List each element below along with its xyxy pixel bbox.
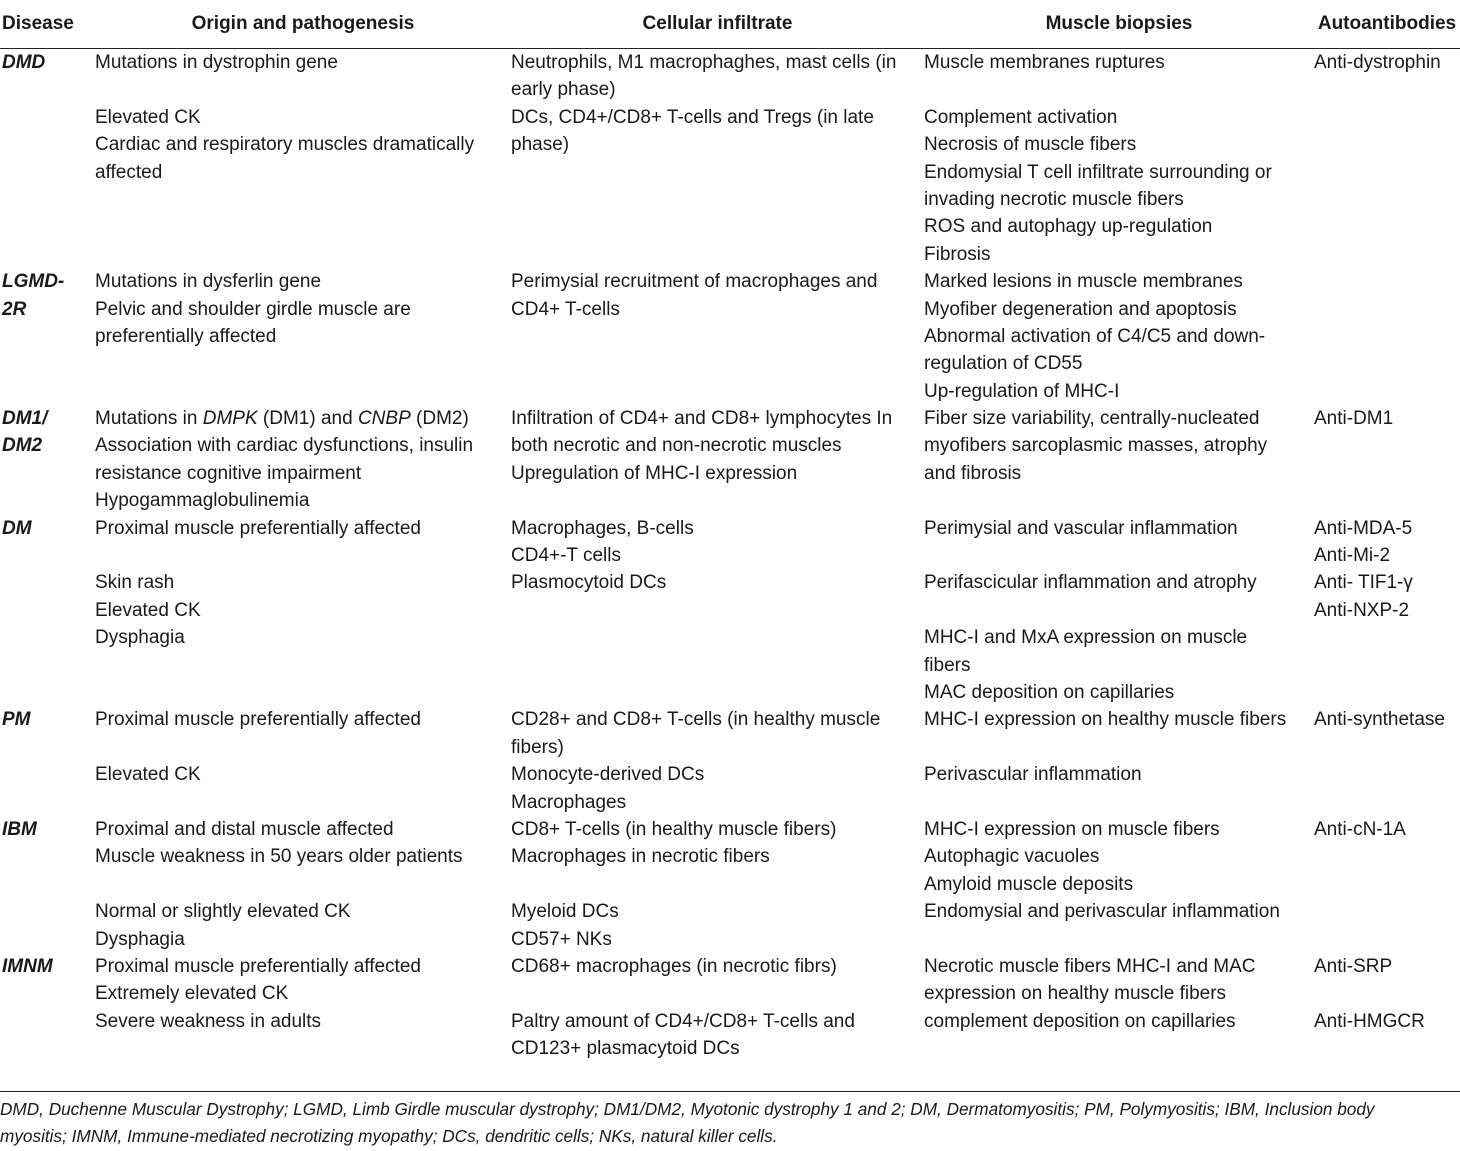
cell-line: Pelvic and shoulder girdle muscle are: [95, 298, 411, 320]
cell-line: Mutations in dysferlin gene: [95, 271, 322, 293]
cell-line: IMNM: [2, 955, 53, 977]
cell-line: Anti- TIF1-γ: [1314, 572, 1413, 594]
cell-line: DM2: [2, 435, 43, 457]
infiltrate-cell: [511, 49, 924, 269]
cell-line: Macrophages, B-cells: [511, 517, 694, 539]
cell-line: PM: [2, 709, 31, 731]
cell-line: Anti-MDA-5: [1314, 517, 1413, 539]
origin-cell: [95, 49, 511, 269]
cell-line: ROS and autophagy up-regulation: [924, 216, 1213, 238]
cell-line: preferentially affected: [95, 325, 277, 347]
biopsy-cell: [924, 49, 1314, 269]
cell-line: DM1/: [2, 408, 48, 430]
cell-line: DCs, CD4+/CD8+ T-cells and Tregs (in late: [511, 106, 874, 128]
biopsy-cell: [924, 268, 1314, 405]
table-header-row: [0, 0, 1460, 49]
cell-line: phase): [511, 134, 570, 156]
cell-line: myofibers sarcoplasmic masses, atrophy: [924, 435, 1268, 457]
cell-line: Hypogammaglobulinemia: [95, 490, 310, 512]
blank-line: [511, 980, 924, 1007]
cell-line: Neutrophils, M1 macrophaghes, mast cells (in: [511, 52, 897, 73]
autoantibody-cell: [1314, 953, 1460, 1063]
cell-line: Macrophages: [511, 791, 627, 813]
origin-cell: [95, 268, 511, 405]
cell-line: Cardiac and respiratory muscles dramatically: [95, 134, 475, 156]
cell-line: Elevated CK: [95, 599, 201, 621]
cell-line: Muscle weakness in 50 years older patients: [95, 846, 463, 868]
table-row: [0, 268, 1460, 405]
cell-line: affected: [95, 161, 163, 183]
cell-line: Anti-cN-1A: [1314, 818, 1406, 840]
cell-line: Myofiber degeneration and apoptosis: [924, 298, 1237, 320]
cell-line: Endomysial T cell infiltrate surrounding or: [924, 161, 1272, 183]
cell-line: Extremely elevated CK: [95, 983, 289, 1005]
cell-line: and fibrosis: [924, 462, 1022, 484]
header-origin: Origin and pathogenesis: [95, 0, 511, 49]
cell-line: Upregulation of MHC-I expression: [511, 462, 798, 484]
blank-line: [1314, 980, 1460, 1007]
table-row: [0, 816, 1460, 953]
gene-name: DMPK: [202, 408, 258, 430]
cell-line: 2R: [2, 298, 27, 320]
table-row: [0, 515, 1460, 707]
cell-line: MHC-I and MxA expression on muscle: [924, 627, 1248, 649]
cell-line: Anti-SRP: [1314, 955, 1393, 977]
autoantibody-cell: [1314, 706, 1460, 816]
footnote-line: DMD, Duchenne Muscular Dystrophy; LGMD, Limb Girdle muscular dystrophy; DM1/DM2, Myotonic dystrophy 1 and 2; DM, Dermatomyositis; PM, Polymyositis; IBM, Inclusion body: [0, 1099, 1375, 1119]
cell-line: Muscle membranes ruptures: [924, 52, 1165, 73]
autoantibody-cell: [1314, 515, 1460, 707]
cell-line: Infiltration of CD4+ and CD8+ lymphocytes In: [511, 408, 893, 430]
biopsy-cell: [924, 816, 1314, 953]
header-disease: Disease: [0, 0, 95, 49]
autoantibody-cell: [1314, 49, 1460, 269]
cell-line: Proximal muscle preferentially affected: [95, 517, 421, 539]
cell-line: Necrosis of muscle fibers: [924, 134, 1137, 156]
infiltrate-cell: [511, 405, 924, 515]
footnote-line: myositis; IMNM, Immune-mediated necrotizing myopathy; DCs, dendritic cells; NKs, natural killer cells.: [0, 1126, 778, 1147]
disease-cell: [0, 953, 95, 1063]
cell-line: Anti-Mi-2: [1314, 545, 1391, 567]
disease-cell: [0, 816, 95, 953]
table-row: [0, 49, 1460, 269]
origin-cell: [95, 515, 511, 707]
cell-line: Perivascular inflammation: [924, 764, 1142, 786]
blank-line: [924, 76, 1314, 103]
cell-line: LGMD-: [2, 271, 65, 293]
cell-line: Necrotic muscle fibers MHC-I and MAC: [924, 955, 1256, 977]
biopsy-cell: [924, 515, 1314, 707]
cell-line: Proximal muscle preferentially affected: [95, 955, 421, 977]
blank-line: [511, 871, 924, 898]
cell-line: MAC deposition on capillaries: [924, 681, 1175, 703]
cell-line: CD68+ macrophages (in necrotic fibrs): [511, 955, 837, 977]
cell-line: Anti-dystrophin: [1314, 52, 1441, 73]
infiltrate-cell: [511, 515, 924, 707]
cell-line: Dysphagia: [95, 627, 185, 649]
cell-line: Perimysial recruitment of macrophages and: [511, 271, 878, 293]
cell-line: regulation of CD55: [924, 353, 1083, 375]
cell-line: Severe weakness in adults: [95, 1010, 322, 1032]
blank-line: [95, 76, 511, 103]
cell-line: Elevated CK: [95, 764, 201, 786]
text-fragment: Mutations in: [95, 408, 203, 430]
cell-line: early phase): [511, 79, 616, 101]
cell-line: Elevated CK: [95, 106, 201, 128]
autoantibody-cell: [1314, 268, 1460, 405]
header-biopsies: Muscle biopsies: [924, 0, 1314, 49]
cell-line: MHC-I expression on muscle fibers: [924, 818, 1220, 840]
cell-line: Anti-NXP-2: [1314, 599, 1410, 621]
cell-line: both necrotic and non-necrotic muscles: [511, 435, 842, 457]
cell-line: Endomysial and perivascular inflammation: [924, 901, 1280, 923]
header-autoantibodies: Autoantibodies: [1314, 0, 1460, 49]
disease-cell: [0, 49, 95, 269]
cell-line: CD57+ NKs: [511, 928, 612, 950]
blank-line: [924, 542, 1314, 569]
cell-line: Proximal and distal muscle affected: [95, 818, 394, 840]
table-footnote: [0, 1091, 1460, 1151]
cell-line: Perifascicular inflammation and atrophy: [924, 572, 1257, 594]
cell-line: Myeloid DCs: [511, 901, 619, 923]
biopsy-cell: [924, 953, 1314, 1063]
cell-line: Macrophages in necrotic fibers: [511, 846, 770, 868]
cell-line: Perimysial and vascular inflammation: [924, 517, 1238, 539]
table-body: [0, 49, 1460, 1063]
cell-line: Abnormal activation of C4/C5 and down-: [924, 325, 1266, 347]
cell-line: Normal or slightly elevated CK: [95, 901, 351, 923]
cell-line: Association with cardiac dysfunctions, insulin: [95, 435, 474, 457]
cell-line: Proximal muscle preferentially affected: [95, 709, 421, 731]
cell-line: complement deposition on capillaries: [924, 1010, 1236, 1032]
cell-line: expression on healthy muscle fibers: [924, 983, 1227, 1005]
cell-line: MHC-I expression on healthy muscle fibers: [924, 709, 1287, 731]
cell-line: CD8+ T-cells (in healthy muscle fibers): [511, 818, 837, 840]
cell-line: Anti-HMGCR: [1314, 1010, 1425, 1032]
text-fragment: (DM1) and: [257, 408, 358, 430]
biopsy-cell: [924, 706, 1314, 816]
cell-line: fibers: [924, 654, 971, 676]
cell-line: Up-regulation of MHC-I: [924, 380, 1120, 402]
cell-line: resistance cognitive impairment: [95, 462, 362, 484]
cell-line: IBM: [2, 818, 37, 840]
blank-line: [95, 734, 511, 761]
cell-line: Fibrosis: [924, 243, 991, 265]
table-row: [0, 706, 1460, 816]
cell-line: CD4+ T-cells: [511, 298, 620, 320]
origin-cell: [95, 953, 511, 1063]
table-row: [0, 405, 1460, 515]
table-row: [0, 953, 1460, 1063]
cell-line: Amyloid muscle deposits: [924, 873, 1134, 895]
origin-cell: [95, 405, 511, 515]
infiltrate-cell: [511, 706, 924, 816]
cell-line: CD4+-T cells: [511, 545, 621, 567]
blank-line: [95, 542, 511, 569]
header-infiltrate: Cellular infiltrate: [511, 0, 924, 49]
cell-line: DM: [2, 517, 32, 539]
cell-line: [95, 405, 511, 432]
cell-line: CD28+ and CD8+ T-cells (in healthy muscle: [511, 709, 881, 731]
cell-line: Skin rash: [95, 572, 175, 594]
biopsy-cell: [924, 405, 1314, 515]
cell-line: Marked lesions in muscle membranes: [924, 271, 1243, 293]
cell-line: Fiber size variability, centrally-nucleated: [924, 408, 1260, 430]
disease-cell: [0, 405, 95, 515]
cell-line: Dysphagia: [95, 928, 185, 950]
cell-line: Paltry amount of CD4+/CD8+ T-cells and: [511, 1010, 855, 1032]
infiltrate-cell: [511, 268, 924, 405]
cell-line: Anti-DM1: [1314, 408, 1394, 430]
origin-cell: [95, 706, 511, 816]
autoantibody-cell: [1314, 816, 1460, 953]
text-fragment: (DM2): [410, 408, 469, 430]
cell-line: fibers): [511, 736, 564, 758]
cell-line: Autophagic vacuoles: [924, 846, 1100, 868]
blank-line: [924, 597, 1314, 624]
disease-cell: [0, 268, 95, 405]
cell-line: Monocyte-derived DCs: [511, 764, 705, 786]
blank-line: [924, 734, 1314, 761]
cell-line: invading necrotic muscle fibers: [924, 188, 1184, 210]
cell-line: CD123+ plasmacytoid DCs: [511, 1038, 740, 1060]
origin-cell: [95, 816, 511, 953]
cell-line: DMD: [2, 52, 46, 73]
blank-line: [95, 871, 511, 898]
disease-cell: [0, 706, 95, 816]
gene-name: CNBP: [357, 408, 411, 430]
cell-line: Complement activation: [924, 106, 1118, 128]
cell-line: Mutations in dystrophin gene: [95, 52, 338, 73]
cell-line: Plasmocytoid DCs: [511, 572, 667, 594]
infiltrate-cell: [511, 953, 924, 1063]
autoantibody-cell: [1314, 405, 1460, 515]
cell-line: Anti-synthetase: [1314, 709, 1445, 731]
disease-cell: [0, 515, 95, 707]
infiltrate-cell: [511, 816, 924, 953]
